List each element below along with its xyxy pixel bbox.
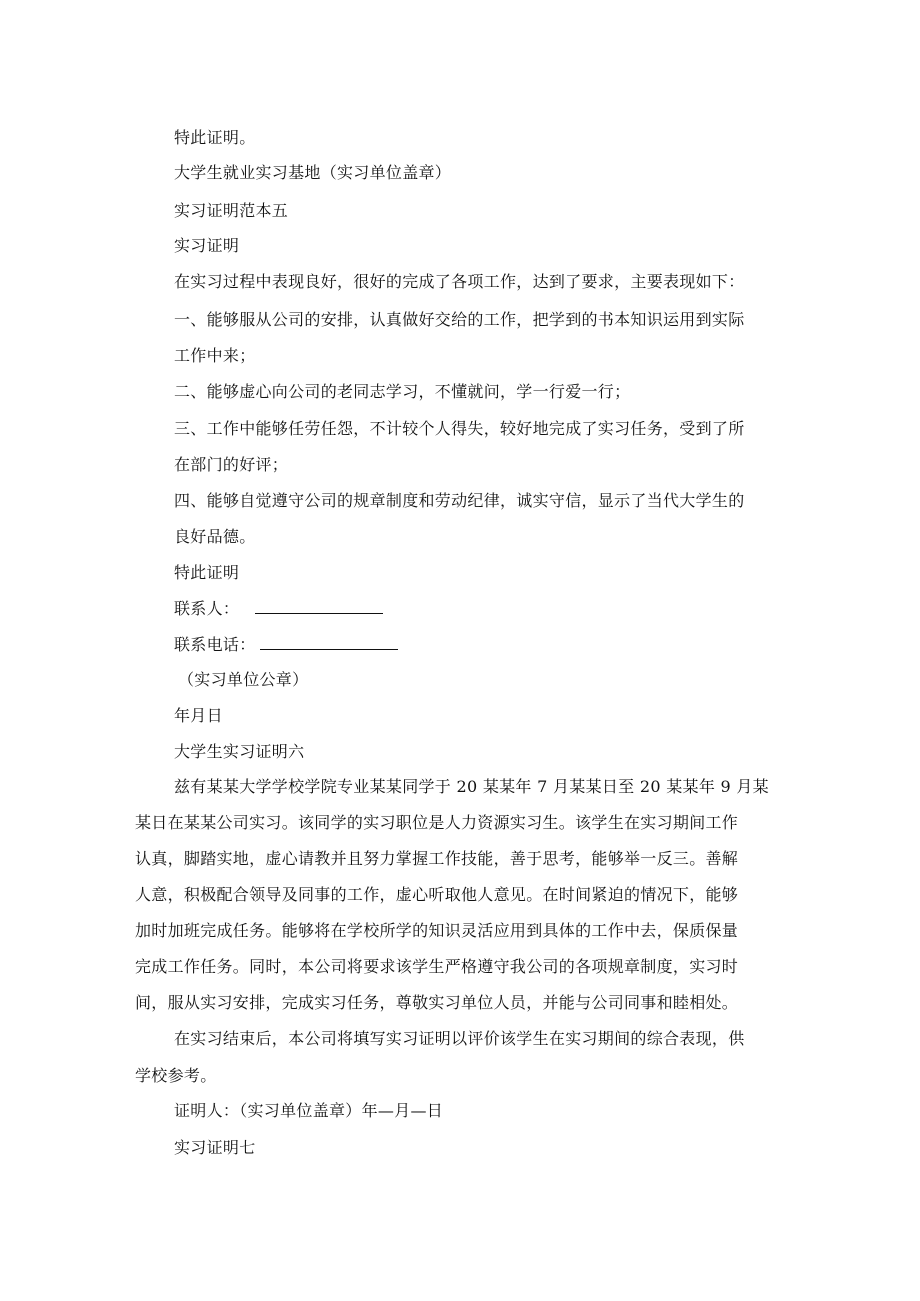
closing-statement: 特此证明。	[174, 128, 256, 147]
date-line: 年月日	[174, 706, 223, 725]
body-line-1: 兹有某某大学学校学院专业某某同学于 20 某某年 7 月某某日至 20 某某年 9 月某	[174, 777, 769, 796]
section-title-5: 实习证明范本五	[174, 201, 289, 220]
item-2: 二、能够虚心向公司的老同志学习，不懂就问，学一行爱一行；	[174, 382, 631, 401]
section-title-6: 大学生实习证明六	[174, 742, 305, 761]
base-seal-line: 大学生就业实习基地（实习单位盖章）	[174, 163, 452, 182]
closing-line-2: 学校参考。	[135, 1066, 217, 1085]
item-1-line-2: 工作中来；	[174, 346, 256, 365]
item-4-line-1: 四、能够自觉遵守公司的规章制度和劳动纪律，诚实守信，显示了当代大学生的	[174, 491, 745, 510]
body-line-4: 人意，积极配合领导及同事的工作，虚心听取他人意见。在时间紧迫的情况下，能够	[135, 885, 739, 904]
contact-blank	[255, 599, 383, 614]
section-title-7: 实习证明七	[174, 1138, 256, 1157]
item-1-line-1: 一、能够服从公司的安排，认真做好交给的工作，把学到的书本知识运用到实际	[174, 310, 745, 329]
signer-line: 证明人：（实习单位盖章）年—月—日	[174, 1101, 444, 1120]
contact-label: 联系人：	[174, 599, 240, 618]
contact-row	[174, 599, 774, 619]
phone-row	[174, 635, 774, 655]
cert-heading: 实习证明	[174, 236, 240, 255]
body-line-2: 某日在某某公司实习。该同学的实习职位是人力资源实习生。该学生在实习期间工作	[135, 813, 739, 832]
body-line-3: 认真，脚踏实地，虚心请教并且努力掌握工作技能，善于思考，能够举一反三。善解	[135, 849, 739, 868]
item-3-line-1: 三、工作中能够任劳任怨，不计较个人得失，较好地完成了实习任务，受到了所	[174, 419, 745, 438]
body-line-5: 加时加班完成任务。能够将在学校所学的知识灵活应用到具体的工作中去，保质保量	[135, 921, 739, 940]
item-3-line-2: 在部门的好评；	[174, 455, 289, 474]
phone-blank	[260, 635, 398, 650]
closing-line-1: 在实习结束后，本公司将填写实习证明以评价该学生在实习期间的综合表现，供	[174, 1029, 745, 1048]
body-line-7: 间，服从实习安排，完成实习任务，尊敬实习单位人员，并能与公司同事和睦相处。	[135, 993, 739, 1012]
item-4-line-2: 良好品德。	[174, 527, 256, 546]
unit-seal: （实习单位公章）	[178, 670, 309, 689]
intro-paragraph: 在实习过程中表现良好，很好的完成了各项工作，达到了要求，主要表现如下：	[174, 272, 745, 291]
body-line-6: 完成工作任务。同时，本公司将要求该学生严格遵守我公司的各项规章制度，实习时	[135, 957, 739, 976]
cert-closing: 特此证明	[174, 563, 240, 582]
phone-label: 联系电话：	[174, 635, 256, 654]
